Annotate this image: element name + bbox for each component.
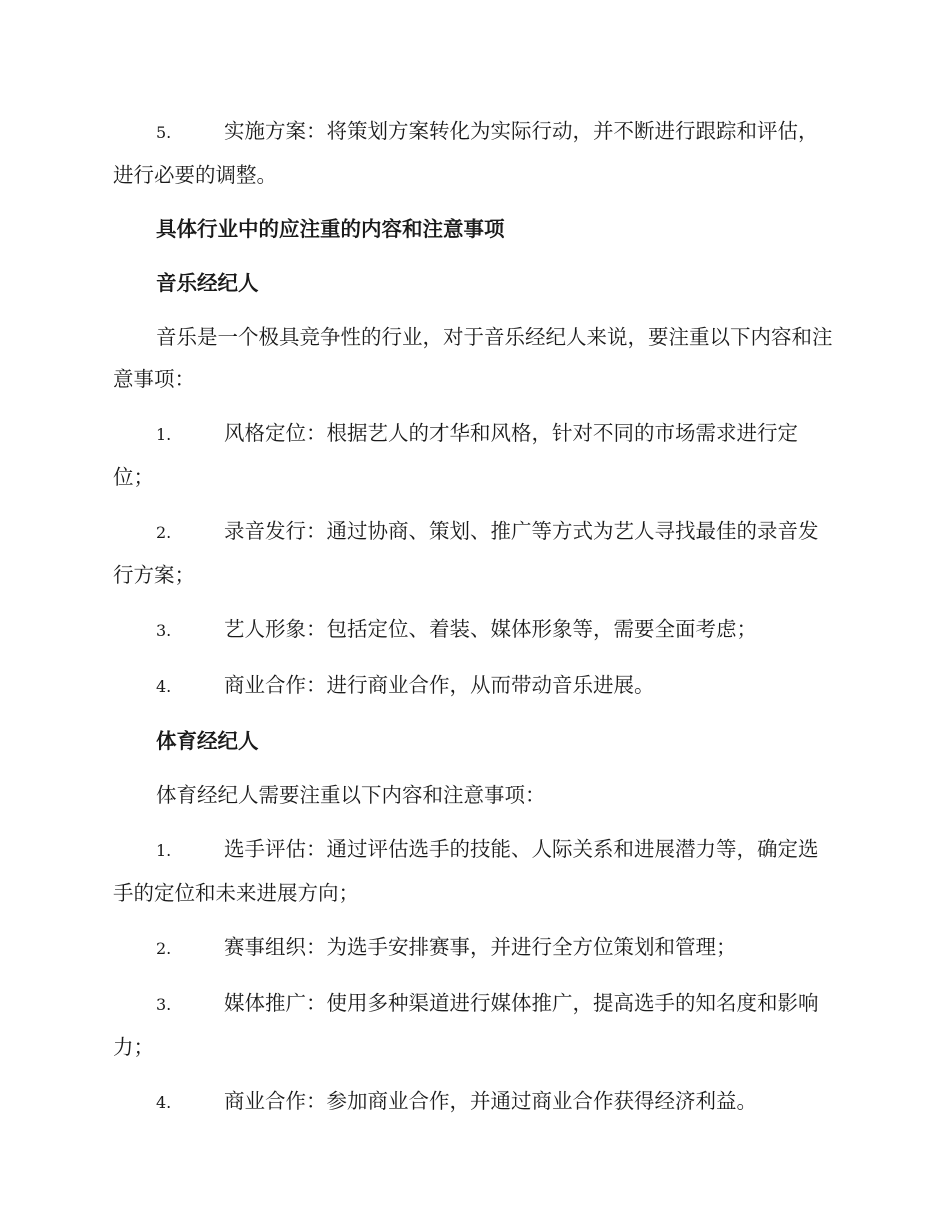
list-text: 赛事组织：为选手安排赛事，并进行全方位策划和管理； (224, 935, 737, 959)
list-number: 5. (156, 123, 172, 142)
list-item (113, 608, 833, 652)
list-text: 商业合作：进行商业合作，从而带动音乐进展。 (224, 673, 655, 697)
list-item (113, 664, 833, 708)
list-number: 1. (156, 841, 172, 860)
list-text: 媒体推广：使用多种渠道进行媒体推广，提高选手的知名度和影响力； (113, 991, 819, 1059)
list-item (113, 110, 833, 196)
list-text: 选手评估：通过评估选手的技能、人际关系和进展潜力等，确定选手的定位和未来进展方向； (113, 837, 819, 905)
list-text: 风格定位：根据艺人的才华和风格，针对不同的市场需求进行定位； (113, 421, 798, 489)
section-title: 具体行业中的应注重的内容和注意事项 (156, 217, 505, 241)
list-number: 2. (156, 939, 172, 958)
list-item (113, 1080, 833, 1124)
list-item (113, 510, 833, 596)
list-text: 实施方案：将策划方案转化为实际行动，并不断进行跟踪和评估，进行必要的调整。 (113, 119, 819, 187)
list-item (113, 982, 833, 1068)
list-number: 3. (156, 621, 172, 640)
music-agent-heading: 音乐经纪人 (156, 271, 259, 295)
list-item (113, 828, 833, 914)
list-text: 录音发行：通过协商、策划、推广等方式为艺人寻找最佳的录音发行方案； (113, 519, 819, 587)
list-number: 4. (156, 1093, 172, 1112)
music-intro: 音乐是一个极具竞争性的行业，对于音乐经纪人来说，要注重以下内容和注意事项： (113, 325, 833, 391)
list-number: 1. (156, 425, 172, 444)
document-body (113, 110, 833, 1124)
list-number: 4. (156, 677, 172, 696)
sports-intro: 体育经纪人需要注重以下内容和注意事项： (156, 783, 546, 807)
list-text: 商业合作：参加商业合作，并通过商业合作获得经济利益。 (224, 1089, 757, 1113)
list-number: 2. (156, 523, 172, 542)
list-item (113, 926, 833, 970)
list-text: 艺人形象：包括定位、着装、媒体形象等，需要全面考虑； (224, 617, 757, 641)
list-number: 3. (156, 995, 172, 1014)
list-item (113, 412, 833, 498)
sports-agent-heading: 体育经纪人 (156, 729, 259, 753)
